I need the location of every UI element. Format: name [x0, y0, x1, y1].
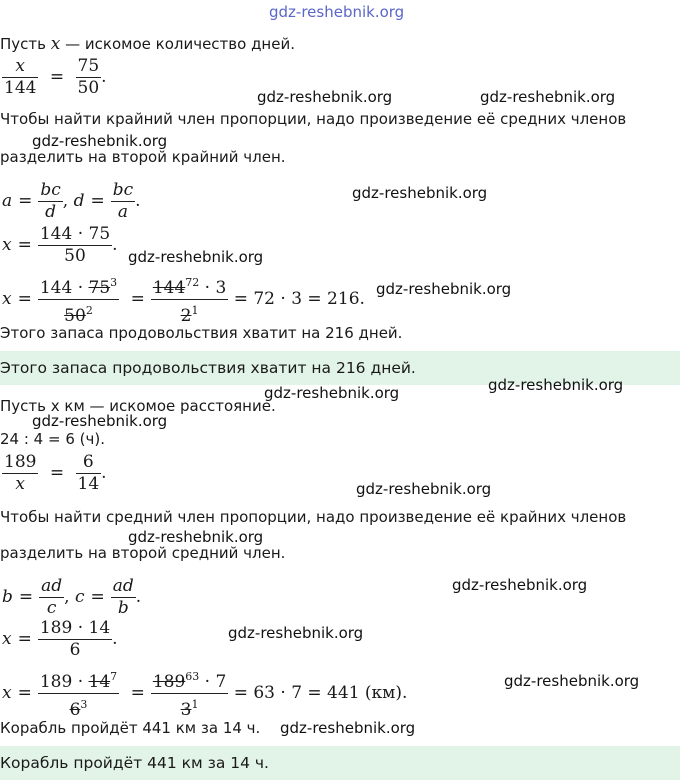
p2-rule-line2: разделить на второй средний член.	[0, 544, 286, 562]
watermark: gdz-reshebnik.org	[488, 376, 624, 394]
watermark: gdz-reshebnik.org	[352, 184, 488, 202]
watermark: gdz-reshebnik.org	[32, 412, 168, 430]
watermark: gdz-reshebnik.org	[128, 248, 264, 266]
watermark: gdz-reshebnik.org	[376, 280, 512, 298]
p2-expr2: x = $\frac{189 \cdot 14^7}{6^3}$ = $\frac{189^{63} \cdot 7}{3^1}$ = 63 · 7 = 441 (км).	[2, 666, 407, 721]
p2-answer-box	[0, 746, 680, 780]
p2-answer: Корабль пройдёт 441 км за 14 ч.	[0, 754, 269, 772]
watermark: gdz-reshebnik.org	[257, 88, 393, 106]
p1-expr1: x = $\frac{144 \cdot 75}{50}$ .	[2, 224, 118, 266]
p1-formula: a = $\frac{bc}{d}$ , d = $\frac{bc}{a}$ .	[2, 180, 141, 222]
watermark-top[interactable]: gdz-reshebnik.org	[269, 3, 405, 21]
watermark: gdz-reshebnik.org	[228, 624, 364, 642]
p2-conclusion: Корабль пройдёт 441 км за 14 ч.	[0, 719, 261, 737]
watermark: gdz-reshebnik.org	[280, 719, 416, 737]
p2-formula: b = $\frac{ad}{c}$ , c = $\frac{ad}{b}$ .	[2, 576, 142, 618]
watermark: gdz-reshebnik.org	[452, 576, 588, 594]
watermark: gdz-reshebnik.org	[264, 384, 400, 402]
p1-expr2: x = $\frac{144 \cdot 75^3}{50^2}$ = $\frac{144^{72} \cdot 3}{2^1}$ = 72 · 3 = 216.	[2, 272, 365, 327]
p1-conclusion: Этого запаса продовольствия хватит на 216 дней.	[0, 324, 403, 342]
watermark: gdz-reshebnik.org	[356, 480, 492, 498]
p1-intro: Пусть x — искомое количество дней.	[0, 34, 295, 54]
p2-proportion: $\frac{189}{x}$ = $\frac{6}{14}$ .	[4, 452, 107, 494]
p1-rule-line1: Чтобы найти крайний член пропорции, надо произведение её средних членов	[0, 110, 627, 128]
p1-answer: Этого запаса продовольствия хватит на 216 дней.	[0, 359, 416, 377]
p2-expr1: x = $\frac{189 \cdot 14}{6}$ .	[2, 618, 118, 660]
watermark: gdz-reshebnik.org	[128, 528, 264, 546]
p2-intro: Пусть x км — искомое расстояние.	[0, 397, 276, 415]
p1-proportion: $\frac{x}{144}$ = $\frac{75}{50}$ .	[4, 56, 107, 98]
p2-rule-line1: Чтобы найти средний член пропорции, надо произведение её крайних членов	[0, 508, 627, 526]
watermark: gdz-reshebnik.org	[32, 132, 168, 150]
watermark: gdz-reshebnik.org	[480, 88, 616, 106]
watermark: gdz-reshebnik.org	[504, 672, 640, 690]
p1-rule-line2: разделить на второй крайний член.	[0, 148, 286, 166]
p2-speed: 24 : 4 = 6 (ч).	[0, 430, 105, 448]
